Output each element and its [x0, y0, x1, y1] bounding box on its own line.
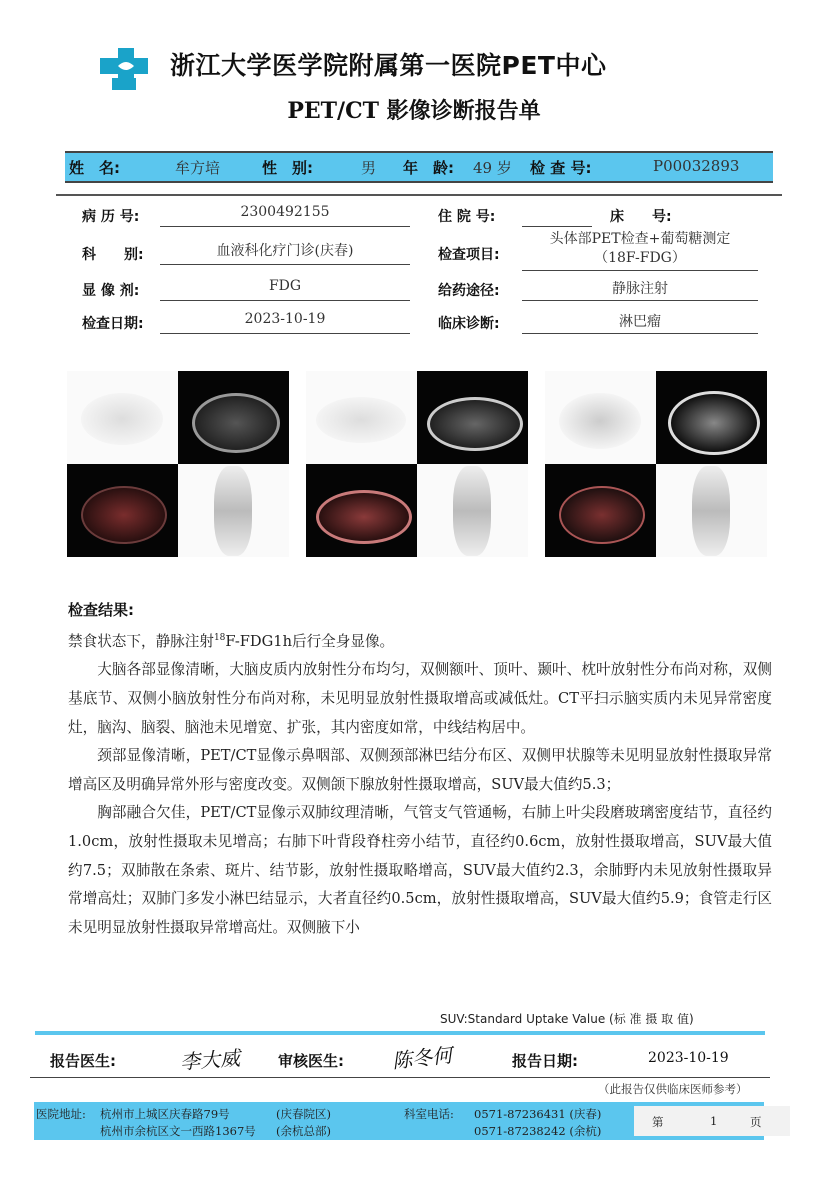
name-label: 姓 名: [69, 159, 120, 177]
route-label: 给药途径: [438, 283, 500, 299]
findings-p2: 大脑各部显像清晰，大脑皮质内放射性分布均匀，双侧额叶、顶叶、颞叶、枕叶放射性分布尚对称，双侧基底节、双侧小脑放射性分布尚对称，未见明显放射性摄取增高或减低灶。CT平扫示脑实质内未见异常密度灶，脑沟、脑裂、脑池未见增宽、扩张，其内密度如常，中线结构居中。 [68, 661, 772, 736]
exam-no-label: 检 查 号: [530, 159, 592, 177]
patient-age: 49 岁 [473, 159, 512, 177]
phone-label: 科室电话: [404, 1107, 454, 1121]
campus-2: (余杭总部) [276, 1124, 331, 1138]
page-indicator: 第 1 页 [634, 1106, 790, 1136]
exam-item [522, 230, 758, 271]
findings-p4: 胸部融合欠佳，PET/CT显像示双肺纹理清晰，气管支气管通畅，右肺上叶尖段磨玻璃密度结节，直径约1.0cm，放射性摄取未见增高；右肺下叶背段脊柱旁小结节，直径约0.6cm，放射性摄取增高，SUV最大值约7.5；双肺散在条索、斑片、结节影，放射性摄取略增高，SUV最大值约2.3，余肺野内未见放射性摄取异常增高灶；双肺门多发小淋巴结显示，大者直径约0.5cm，放射性摄取增高，SUV最大值约5.9；食管走行区未见明显放射性摄取异常增高灶。双侧腋下小 [68, 804, 772, 936]
inpatient-no [522, 204, 592, 227]
record-no-label: 病 历 号: [82, 209, 140, 225]
tracer: FDG [160, 278, 410, 301]
page-number: 1 [710, 1114, 718, 1128]
findings-title: 检查结果: [68, 601, 134, 619]
pet-image-panel-2 [306, 371, 528, 557]
dept-label: 科 别: [82, 247, 144, 263]
pet-image-panel-1 [67, 371, 289, 557]
divider [56, 194, 782, 196]
exam-date-label: 检查日期: [82, 316, 144, 332]
reporter-label: 报告医生: [50, 1052, 116, 1070]
report-date-label: 报告日期: [512, 1052, 578, 1070]
phone-2: 0571-87238242 (余杭) [474, 1124, 602, 1138]
exam-no: P00032893 [653, 157, 740, 175]
inpatient-no-label: 住 院 号: [438, 209, 496, 225]
exam-item-line1: 头体部PET检查+葡萄糖测定 [549, 231, 731, 247]
findings-text [68, 624, 772, 942]
divider-bottom [30, 1077, 770, 1078]
address-1: 杭州市上城区庆春路79号 [100, 1107, 230, 1121]
hospital-logo [96, 44, 152, 94]
exam-date: 2023-10-19 [160, 311, 410, 334]
phone-1: 0571-87236431 (庆春) [474, 1107, 602, 1121]
patient-name: 牟方培 [175, 159, 221, 177]
reporter-signature: 李大威 [179, 1045, 241, 1075]
patient-bar [65, 151, 773, 183]
findings-p1: 禁食状态下，静脉注射$^{18}$F-FDG1h后行全身显像。 [68, 632, 395, 650]
tracer-label: 显 像 剂: [82, 283, 140, 299]
reviewer-signature: 陈冬何 [391, 1042, 454, 1074]
divider-blue [35, 1031, 765, 1035]
address-label: 医院地址: [36, 1107, 86, 1121]
address-2: 杭州市余杭区文一西路1367号 [100, 1124, 256, 1138]
diagnosis: 淋巴瘤 [522, 311, 758, 334]
patient-gender: 男 [361, 159, 377, 177]
pet-image-panel-3 [545, 371, 767, 557]
dept: 血液科化疗门诊(庆春) [160, 240, 410, 265]
campus-1: (庆春院区) [276, 1107, 331, 1121]
report-date: 2023-10-19 [648, 1050, 729, 1066]
bed-label: 床 号: [610, 209, 672, 225]
reviewer-label: 审核医生: [278, 1052, 344, 1070]
report-title: PET/CT 影像诊断报告单 [287, 98, 541, 124]
suv-note: SUV:Standard Uptake Value (标 准 摄 取 值) [440, 1012, 694, 1026]
footer [34, 1102, 764, 1140]
findings-p3: 颈部显像清晰，PET/CT显像示鼻咽部、双侧颈部淋巴结分布区、双侧甲状腺等未见明显放射性摄取异常增高区及明确异常外形与密度改变。双侧颌下腺放射性摄取增高，SUV最大值约5.3； [68, 747, 772, 793]
record-no: 2300492155 [160, 204, 410, 227]
disclaimer: （此报告仅供临床医师参考） [598, 1082, 748, 1096]
exam-item-label: 检查项目: [438, 247, 500, 263]
route: 静脉注射 [522, 278, 758, 301]
diagnosis-label: 临床诊断: [438, 316, 500, 332]
hospital-name: 浙江大学医学院附属第一医院PET中心 [170, 51, 607, 80]
age-label: 年 龄: [403, 159, 454, 177]
gender-label: 性 别: [262, 159, 313, 177]
bed-no [598, 204, 758, 226]
exam-item-line2: （18F-FDG） [594, 250, 686, 266]
